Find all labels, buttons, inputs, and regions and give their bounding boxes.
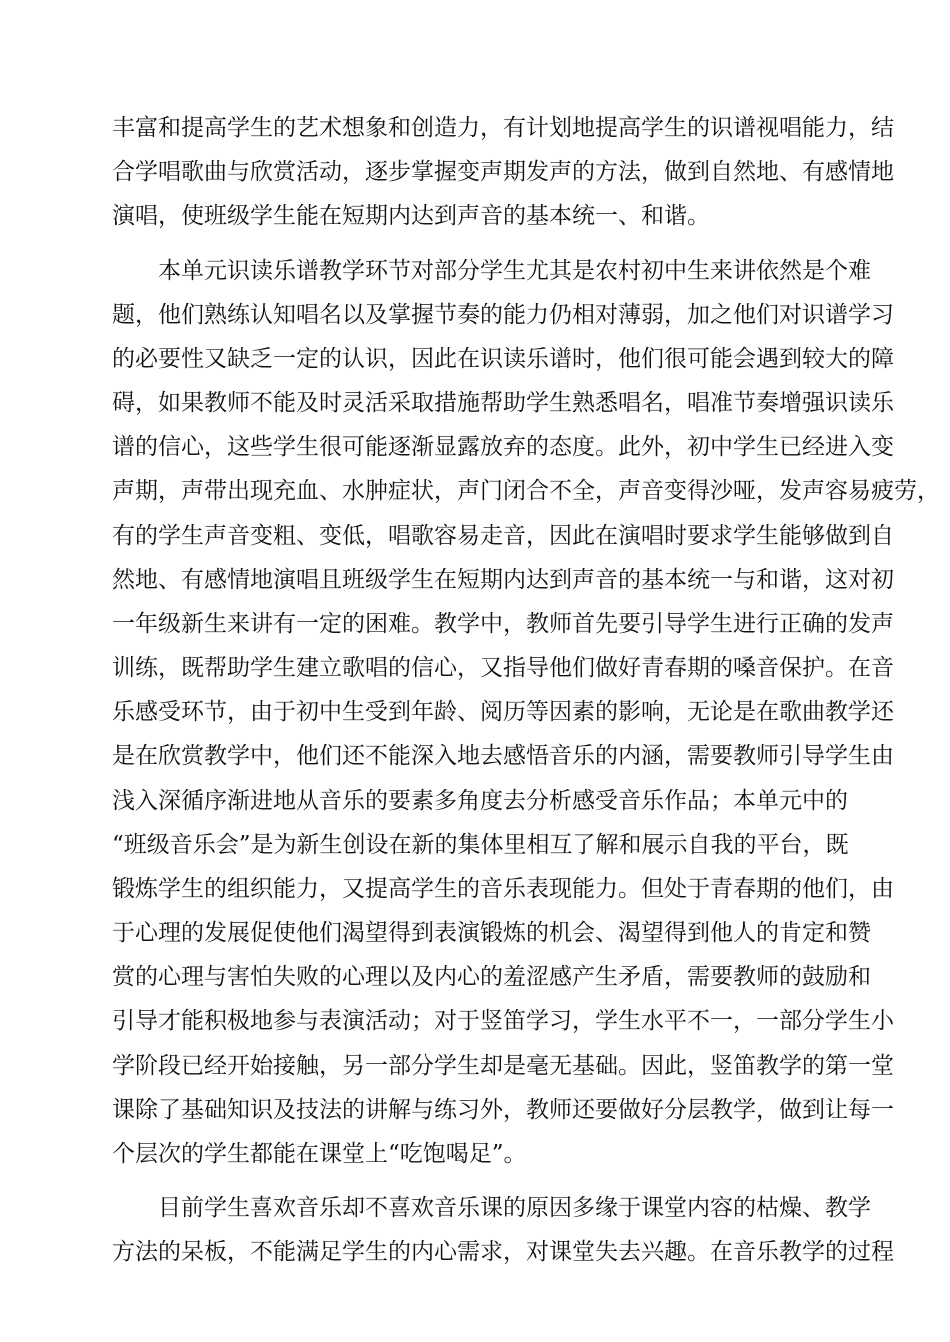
text-line: 题，他们熟练认知唱名以及掌握节奏的能力仍相对薄弱，加之他们对识谱学习 (112, 302, 894, 328)
text-line: 浅入深循序渐进地从音乐的要素多角度去分析感受音乐作品；本单元中的 (112, 788, 848, 814)
text-line: 本单元识读乐谱教学环节对部分学生尤其是农村初中生来讲依然是个难 (158, 258, 871, 284)
text-line: 赏的心理与害怕失败的心理以及内心的羞涩感产生矛盾，需要教师的鼓励和 (112, 964, 871, 990)
text-line: 乐感受环节，由于初中生受到年龄、阅历等因素的影响，无论是在歌曲教学还 (112, 699, 894, 725)
text-line: 个层次的学生都能在课堂上“吃饱喝足”。 (112, 1141, 527, 1167)
text-line: 声期，声带出现充血、水肿症状，声门闭合不全，声音变得沙哑，发声容易疲劳， (112, 478, 940, 504)
text-line: 的必要性又缺乏一定的认识，因此在识读乐谱时，他们很可能会遇到较大的障 (112, 346, 894, 372)
text-line: 谱的信心，这些学生很可能逐渐显露放弃的态度。此外，初中学生已经进入变 (112, 434, 894, 460)
text-line: 锻炼学生的组织能力，又提高学生的音乐表现能力。但处于青春期的他们，由 (112, 876, 894, 902)
text-line: 学阶段已经开始接触，另一部分学生却是毫无基础。因此，竖笛教学的第一堂 (112, 1053, 894, 1079)
text-line: 方法的呆板，不能满足学生的内心需求，对课堂失去兴趣。在音乐教学的过程 (112, 1239, 894, 1265)
text-line: 课除了基础知识及技法的讲解与练习外，教师还要做好分层教学，做到让每一 (112, 1097, 894, 1123)
text-line: 是在欣赏教学中，他们还不能深入地去感悟音乐的内涵，需要教师引导学生由 (112, 743, 894, 769)
text-line: 目前学生喜欢音乐却不喜欢音乐课的原因多缘于课堂内容的枯燥、教学 (158, 1195, 871, 1221)
text-line: 演唱，使班级学生能在短期内达到声音的基本统一、和谐。 (112, 203, 710, 229)
text-line: 引导才能积极地参与表演活动；对于竖笛学习，学生水平不一，一部分学生小 (112, 1008, 894, 1034)
text-line: “班级音乐会”是为新生创设在新的集体里相互了解和展示自我的平台，既 (112, 832, 849, 858)
text-line: 合学唱歌曲与欣赏活动，逐步掌握变声期发声的方法，做到自然地、有感情地 (112, 159, 894, 185)
text-line: 有的学生声音变粗、变低，唱歌容易走音，因此在演唱时要求学生能够做到自 (112, 523, 894, 549)
text-line: 训练，既帮助学生建立歌唱的信心，又指导他们做好青春期的嗓音保护。在音 (112, 655, 894, 681)
text-line: 一年级新生来讲有一定的困难。教学中，教师首先要引导学生进行正确的发声 (112, 611, 894, 637)
text-line: 于心理的发展促使他们渴望得到表演锻炼的机会、渴望得到他人的肯定和赞 (112, 920, 871, 946)
text-line: 然地、有感情地演唱且班级学生在短期内达到声音的基本统一与和谐，这对初 (112, 567, 894, 593)
text-line: 丰富和提高学生的艺术想象和创造力，有计划地提高学生的识谱视唱能力，结 (112, 115, 894, 141)
text-line: 碍，如果教师不能及时灵活采取措施帮助学生熟悉唱名，唱准节奏增强识读乐 (112, 390, 894, 416)
